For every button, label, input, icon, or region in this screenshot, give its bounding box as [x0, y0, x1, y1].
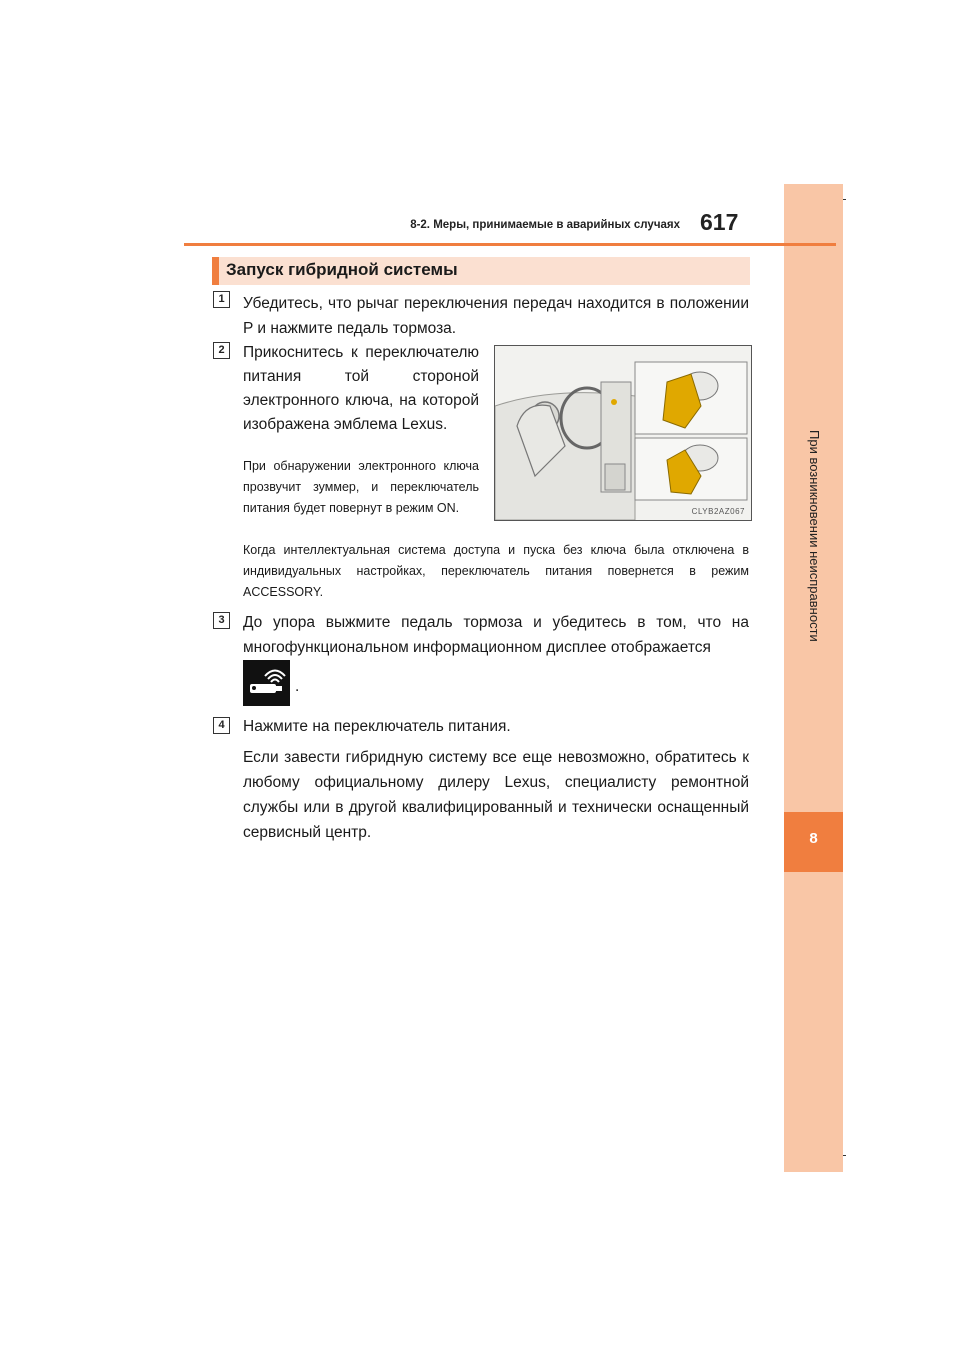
step-1-text: Убедитесь, что рычаг переключения передач находится в положении P и нажмите педаль тормоза.: [243, 295, 749, 337]
illustration-code: CLYB2AZ067: [691, 507, 745, 516]
step-3-suffix: .: [295, 678, 300, 695]
illustration-drawing: [495, 346, 751, 520]
chapter-number: 8: [809, 830, 818, 847]
illustration-key-touch: [494, 345, 752, 521]
step-badge-1: 1: [213, 291, 230, 308]
step-3-text: До упора выжмите педаль тормоза и убедитесь в том, что на многофункциональном информационном дисплее отображается: [243, 614, 749, 656]
step-4-text: Нажмите на переключатель питания.: [243, 718, 511, 735]
section-title: Запуск гибридной системы: [226, 260, 458, 279]
section-title-accent: [212, 257, 219, 285]
step-badge-3: 3: [213, 612, 230, 629]
closing-paragraph: Если завести гибридную систему все еще невозможно, обратитесь к любому официальному дилеру Lexus, специалисту ремонтной службы или в другой квалифицированный и технически оснащенный сервисный центр.: [243, 749, 749, 841]
running-head: 8-2. Меры, принимаемые в аварийных случаях: [410, 219, 680, 231]
key-detected-icon: [243, 660, 290, 706]
chapter-label: При возникновении неисправности: [807, 430, 822, 642]
step-badge-4: 4: [213, 717, 230, 734]
step-2-note: При обнаружении электронного ключа прозвучит зуммер, и переключатель питания будет повернут в режим ON.: [243, 459, 479, 515]
step-badge-2: 2: [213, 342, 230, 359]
step-2-text: Прикоснитесь к переключателю питания той стороной электронного ключа, на которой изображена эмблема Lexus.: [243, 344, 479, 433]
page-number: 617: [700, 209, 739, 235]
step-2-note-2: Когда интеллектуальная система доступа и пуска без ключа была отключена в индивидуальных настройках, переключатель питания повернется в режим ACCESSORY.: [243, 543, 749, 599]
header-rule: [184, 243, 836, 246]
